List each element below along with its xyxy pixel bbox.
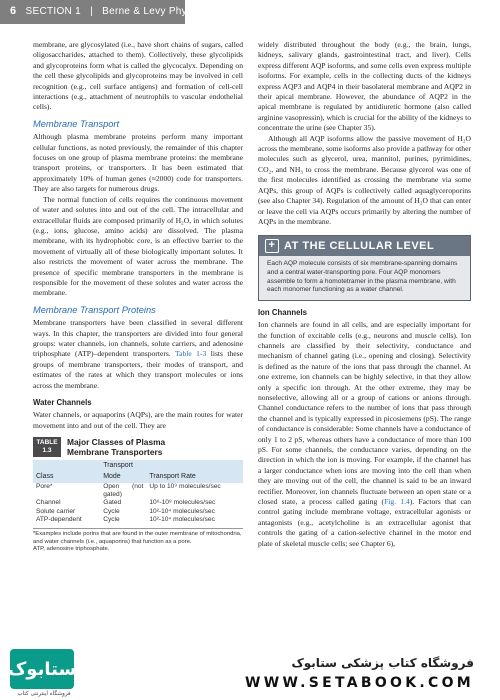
column-header: Transport Rate [149,472,196,480]
plus-icon: + [265,239,279,253]
table-cell: Gated [103,499,122,507]
table-row [33,508,243,516]
column-header: Class [36,472,54,480]
heading-transport-proteins: Membrane Transport Proteins [33,304,156,315]
cellular-level-title: AT THE CELLULAR LEVEL [284,240,435,253]
logo-badge [7,649,77,689]
figure-1-4-link[interactable]: Fig. 1.4 [384,497,410,506]
heading-membrane-transport: Membrane Transport [33,118,120,129]
table-caption-line2: Membrane Transporters [67,447,163,458]
column-header: Transport Mode [103,462,133,480]
paragraph-text-b: lists these groups of membrane transporters, their modes of transport, and estimates of the rates at which they transport molecules or ions across the membrane. [33,349,244,390]
table-1-3-link[interactable]: Table 1-3 [175,349,207,359]
paragraph-text-a: Ion channels are found in all cells, and are especially important for the function of excitable cells (e.g., neurons and muscle cells). Ion channels are classified by their selectivity, conductance and mechanism of channel gating (i.e., opening and closing). Selectivity is defined as the nature of the ions that pass through the channel. At one extreme, ion channels can be highly selective, in that they allow only a specific ion through. At the other extreme, they may be nonselective, allowing all or a group of cations or anions through. Channel conductance refers to the number of ions that pass through the channel and is typically expressed in picosiemens (pS). The range of conductance is considerable: Some channels have a conductance of only 1 to 2 pS, whereas others have a conductance of more than 100 pS. For some channels, the conductance varies, depending on the direction in which the ion is moving. For example, if the channel has a larger conductance when ions are moving into the cell than when they are moving out of the cell, the channel is said to be an inward rectifier. Moreover, ion channels fluctuate between an open state or a closed state, a process called gating ( [258,320,471,506]
table-cell: 10²-10⁴ molecules/sec [149,515,215,523]
header-text [10,5,220,17]
table-caption [67,437,165,457]
store-name: فروشگاه کتاب پزشکی ستابوک [291,656,474,670]
table-cell: Up to 10⁹ molecules/sec [149,483,221,491]
paragraph-aqp-distribution: widely distributed throughout the body (e.g., the brain, lungs, kidneys, salivary glands, gastrointestinal tract, and liver). Cells express different AQP isoforms, and some cells even express multiple isoforms. For example, cells in the collecting ducts of the kidneys express AQP3 and AQP4 in their basolateral membrane and AQP2 in their apical membrane. However, the abundance of AQP2 in the apical membrane is regulated by antidiuretic hormone (also called arginine vasopressin), which is crucial for the ability of the kidneys to concentrate the urine (see Chapter 35). [258,40,471,133]
table-footnote: *Examples include porins that are found in the outer membrane of mitochondria, and water channels (i.e., aquaporins) that function as a pore. [33,531,242,545]
right-column [258,40,471,549]
paragraph-text-a: Membrane transporters have been classified in several different ways. In this chapter, the transporters are divided into four general groups: water channels, ion channels, solute carriers, and adenosine triphosphate (ATP)–dependent transporters. [33,318,243,359]
page-number: 6 [10,5,17,17]
table-row [33,516,243,524]
table-cell: 10⁶-10⁸ molecules/sec [149,499,216,507]
store-url[interactable]: WWW.SETABOOK.COM [245,675,474,691]
table-cell: ATP-dependent [36,515,82,523]
logo-subtitle: فروشگاه اینترنتی کتاب [17,691,71,697]
setabook-logo [0,643,82,700]
table-cell: Open (not gated) [103,483,144,499]
heading-water-channels: Water Channels [33,398,92,407]
logo-text: ستابوک [7,658,77,680]
section-label: SECTION 1 [25,6,82,17]
paragraph-text-b: ). Factors that can control gating include membrane voltage, extracellular agonists or antagonists (e.g., acetylcholine is an extracellular agonist that controls the gating of a cation-selective channel in the motor end plate of skeletal muscle cells; see Chapter 6), [258,497,472,548]
table-cell: Cycle [103,515,120,523]
cellular-level-box [258,235,471,300]
page-header [0,0,500,26]
paragraph-ion-channels [258,320,471,549]
table-title [33,437,243,457]
table-abbreviation: ATP, adenosine triphosphate. [33,546,110,553]
left-column [33,40,243,554]
table-cell: 10²-10⁴ molecules/sec [149,507,215,515]
table-1-3 [33,437,243,554]
table-badge [33,437,61,457]
intro-paragraph: membrane, are glycosylated (i.e., have short chains of sugars, called oligosaccharides, attached to them). Collectively, these glycolipids and glycoproteins form what is called the glycocalyx. Depending on the cell these glycolipids and glycoproteins may be involved in cell recognition (e.g., cell surface antigens) and formation of cell-cell interactions (e.g., attachment of neutrophils to vascular endothelial cells). [33,40,243,112]
cellular-level-text: Each AQP molecule consists of six membrane-spanning domains and a central water-transporting pore. Four AQP monomers assemble to form a homotetramer in the plasma membrane, with each monomer functioning as a water channel. [259,256,470,299]
table-badge-number: 1.3 [42,447,52,455]
table-row [33,483,243,499]
table-cell: Cycle [103,507,120,515]
table-header-row [33,460,243,483]
transporters-table [33,460,243,524]
book-title: Berne & Levy Physiology [102,6,221,17]
table-row [33,499,243,507]
paragraph-transport-proteins [33,318,243,391]
table-cell: Solute carrier [36,507,76,515]
table-caption-line1: Major Classes of Plasma [67,437,166,448]
header-separator: | [90,6,94,17]
paragraph-transport-1: Although plasma membrane proteins perform many important cellular functions, as noted previously, the remainder of this chapter focuses on one group of plasma membrane proteins: the membrane transport proteins, or transporters. It has been estimated that approximately 10% of human genes (≈2000) code for transporters. They are also targets for numerous drugs. [33,132,243,194]
table-cell: Pore* [36,483,53,491]
paragraph-aqp-isoforms: Although all AQP isoforms allow the passive movement of H₂O across the membrane, some isoforms also provide a pathway for other molecules such as glycerol, urea, mannitol, purines, pyrimidines, CO₂, and NH₃ to cross the membrane. Because glycerol was one of the first molecules identified as crossing the membrane via some AQPs, this group of AQPs is collectively called aquaglyceroporins (see also Chapter 34). Regulation of the amount of H₂O that can enter or leave the cell via AQPs occurs primarily by altering the number of AQPs in the membrane. [258,133,471,226]
paragraph-transport-2: The normal function of cells requires the continuous movement of water and solutes into and out of the cell. The intracellular and extracellular fluids are composed primarily of H₂O, in which solutes (e.g., ions, glucose, amino acids) are dissolved. The plasma membrane, with its hydrophobic core, is an effective barrier to the movement of virtually all of these biologically important solutes. It also restricts the movement of water across the membrane. The presence of specific membrane transporters in the membrane is responsible for the movement of these solutes and water across the membrane. [33,194,243,298]
cellular-level-header [259,236,470,256]
table-cell: Channel [36,499,61,507]
paragraph-water-channels: Water channels, or aquaporins (AQPs), are the main routes for water movement into and out of the cell. They are [33,410,243,430]
heading-ion-channels: Ion Channels [258,307,307,317]
table-badge-label: TABLE [36,439,58,447]
table-notes [33,528,243,554]
